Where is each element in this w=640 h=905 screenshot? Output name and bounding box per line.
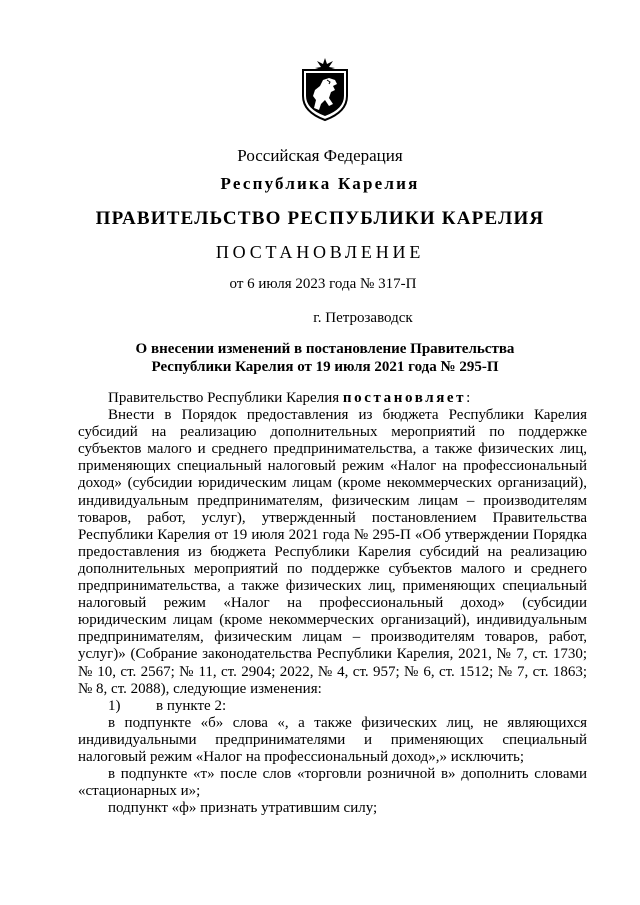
document-type: ПОСТАНОВЛЕНИЕ xyxy=(215,242,425,262)
country-name: Российская Федерация xyxy=(237,146,403,165)
date-line xyxy=(0,276,640,293)
intro-paragraph xyxy=(78,390,587,407)
intro-suffix: : xyxy=(466,390,471,406)
city-text: г. Петрозаводск xyxy=(313,310,413,326)
republic-name: Республика Карелия xyxy=(220,174,420,193)
document-body xyxy=(78,390,587,817)
subitem-f: подпункт «ф» признать утратившим силу; xyxy=(108,800,378,817)
date-text: от 6 июля 2023 года № 317-П xyxy=(229,276,417,292)
item-1-number: 1) xyxy=(108,697,121,714)
city-line xyxy=(0,310,640,327)
document-title xyxy=(100,340,550,376)
title-line-2: Республики Карелия от 19 июля 2021 года № 295-П xyxy=(151,359,499,375)
intro-prefix: Правительство Республики Карелия xyxy=(108,390,343,406)
government-name: ПРАВИТЕЛЬСТВО РЕСПУБЛИКИ КАРЕЛИЯ xyxy=(95,208,545,229)
subitem-t: в подпункте «т» после слов «торговли розничной в» дополнить словами «стационарных и»; xyxy=(78,766,587,800)
title-line-1: О внесении изменений в постановление Правительства xyxy=(135,341,515,357)
item-1 xyxy=(78,698,587,715)
intro-decision-word: постановляет xyxy=(342,390,467,406)
subitem-b: в подпункте «б» слова «, а также физических лиц, не являющихся индивидуальными предпринимателями и применяющих специальный налоговый режим «Налог на профессиональный доход»,» исключить; xyxy=(78,714,587,765)
item-1-text: в пункте 2: xyxy=(156,697,227,714)
karelia-coat-of-arms-icon xyxy=(299,56,351,122)
main-paragraph: Внести в Порядок предоставления из бюджета Республики Карелия субсидий на реализацию дополнительных мероприятий по поддержке субъектов малого и среднего предпринимательства, а также физических лиц, применяющих специальный налоговый режим «Налог на профессиональный доход» (субсидии юридическим лицам (кроме некоммерческих организаций), индивидуальным предпринимателям, физическим лицам – производителям товаров, работ, услуг), утвержденный постановлением Правительства Республики Карелия от 19 июля 2021 года № 295-П «Об утверждении Порядка предоставления из бюджета Республики Карелия субсидий на реализацию дополнительных мероприятий по поддержке субъектов малого и среднего предпринимательства, а также физических лиц, применяющих специальный налоговый режим «Налог на профессиональный доход» (субсидии юридическим лицам (кроме некоммерческих организаций), индивидуальным предпринимателям, физическим лицам – производителям товаров, работ, услуг)» (Собрание законодательства Республики Карелия, 2021, № 7, ст. 1730; № 10, ст. 2567; № 11, ст. 2904; 2022, № 4, ст. 957; № 6, ст. 1512; № 7, ст. 1863; № 8, ст. 2088), следующие изменения: xyxy=(78,407,587,697)
